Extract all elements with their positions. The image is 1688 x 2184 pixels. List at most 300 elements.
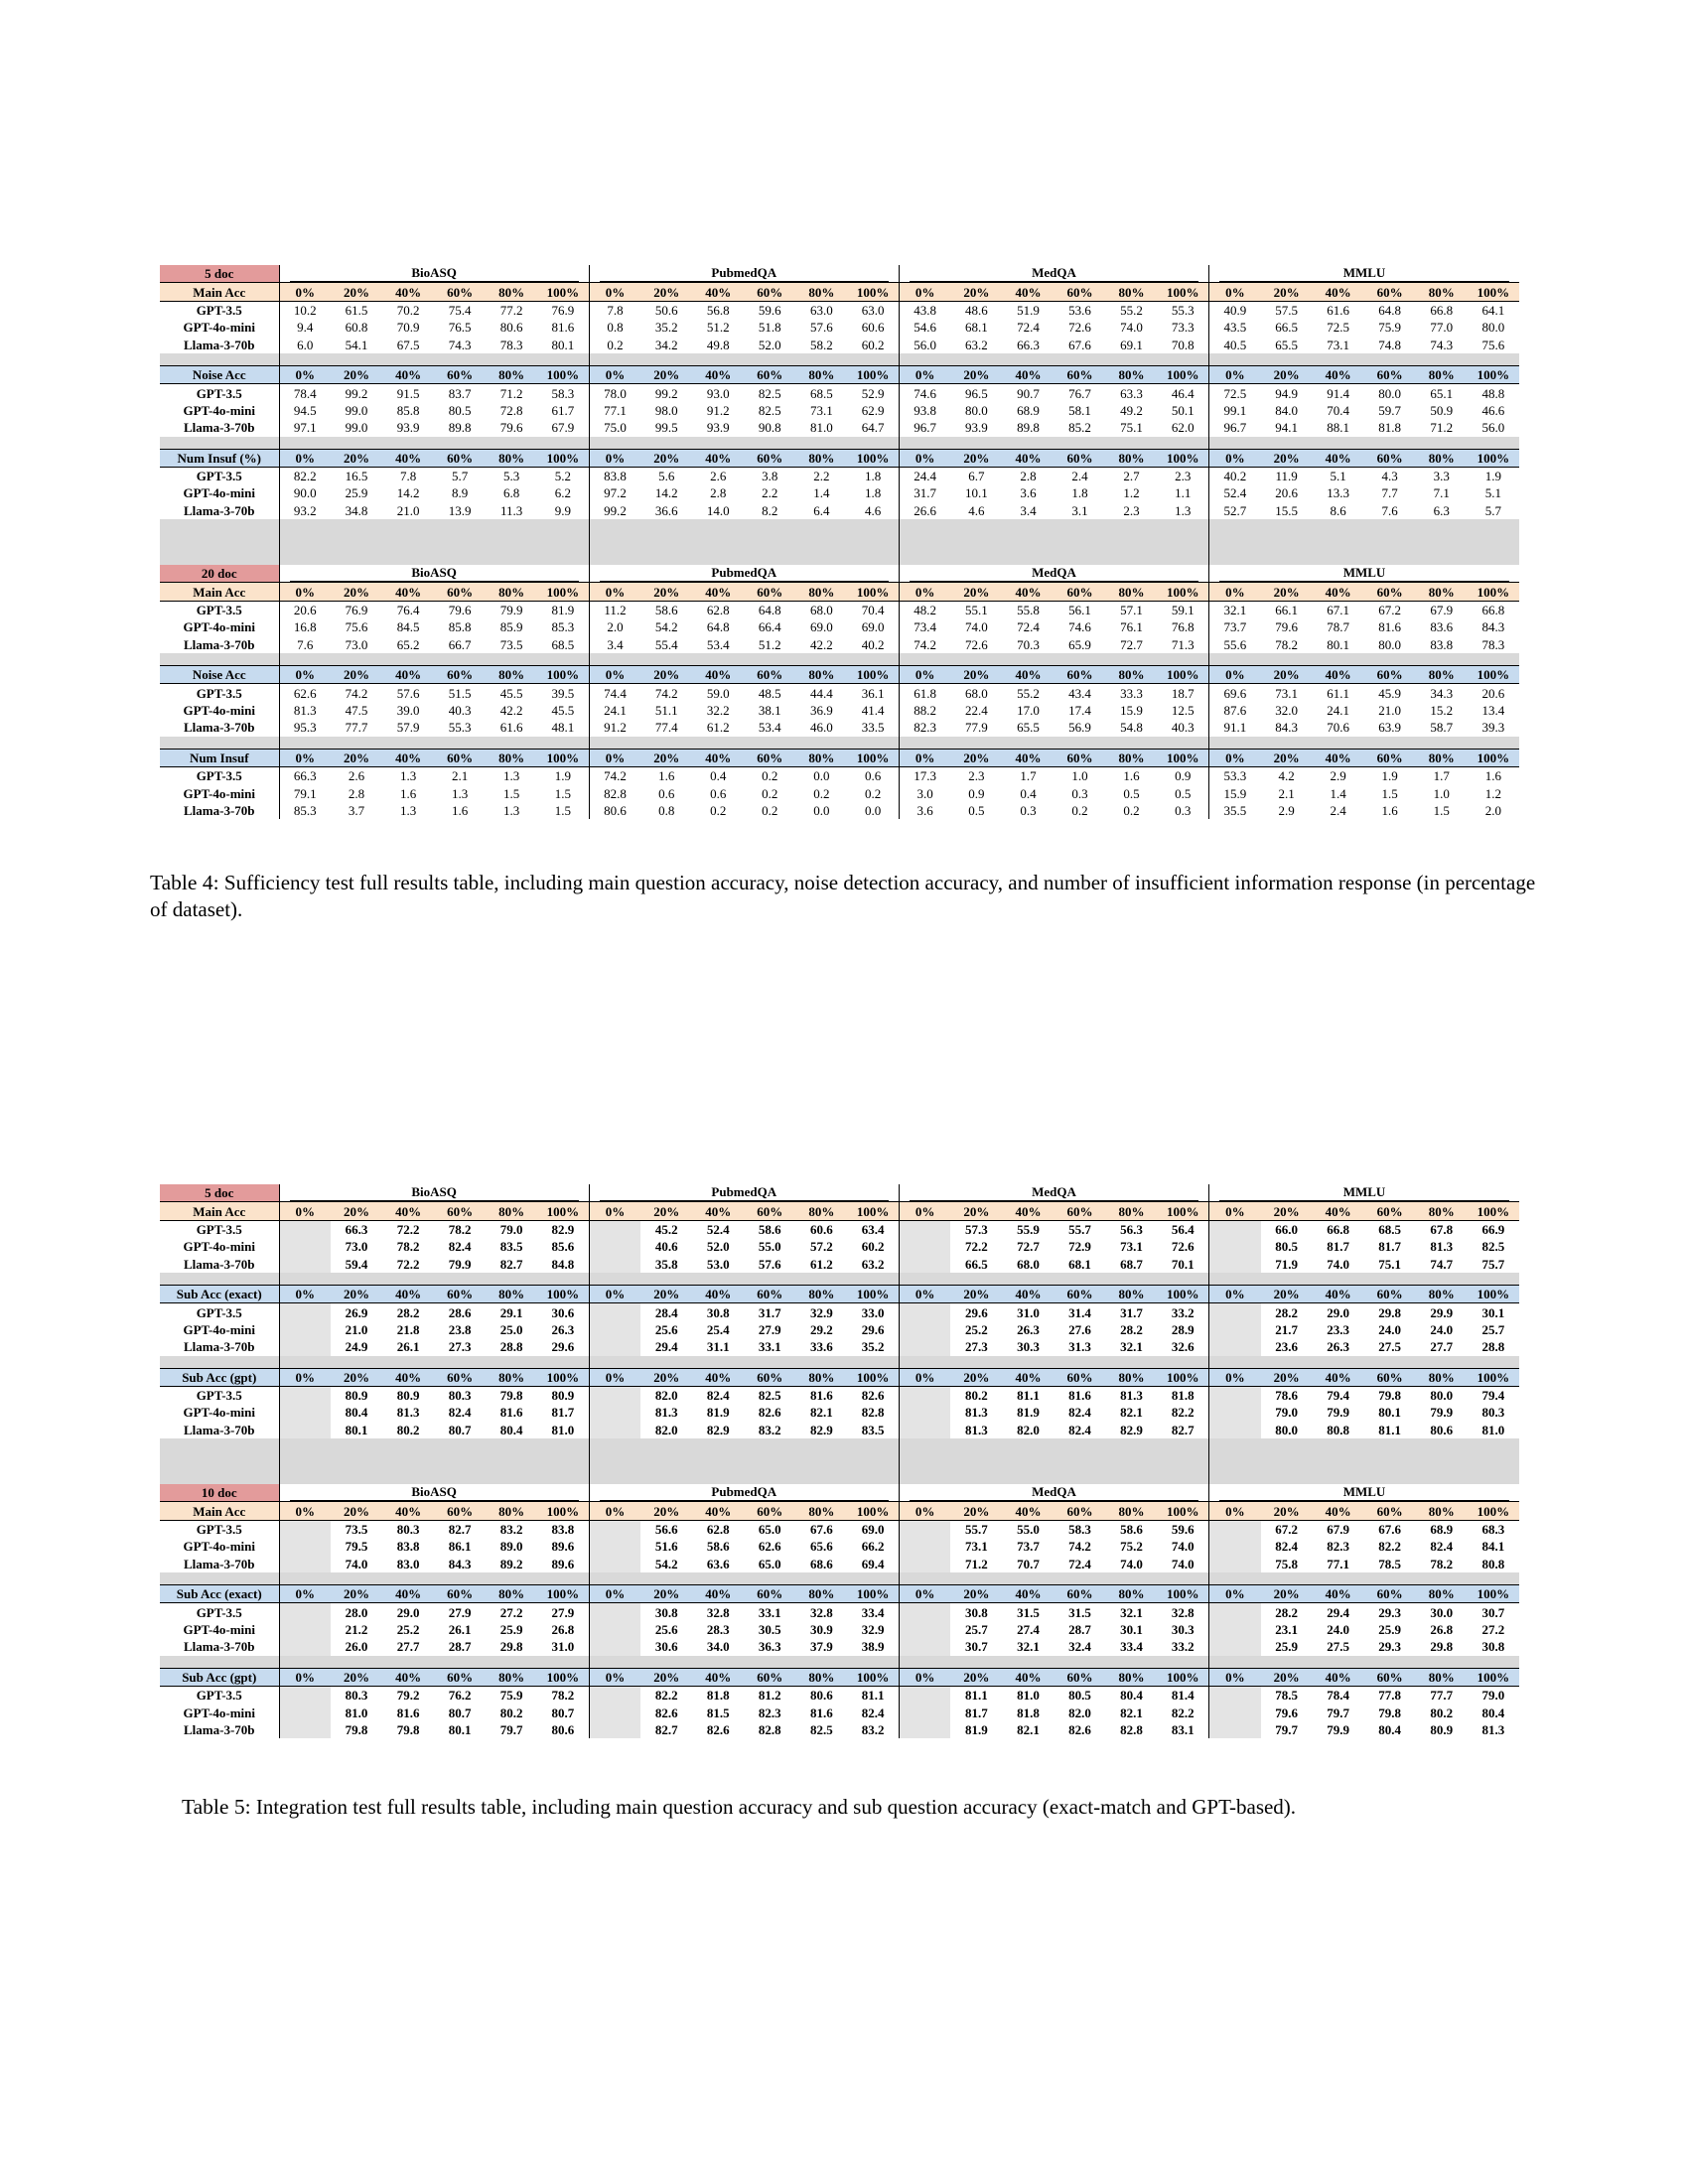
value-cell: 76.1 xyxy=(1120,619,1143,635)
value-cell: 26.6 xyxy=(899,502,950,519)
value-cell: 80.9 xyxy=(551,1388,575,1404)
value-cell xyxy=(1209,1721,1261,1738)
value-cell: 82.8 xyxy=(758,1721,781,1737)
value-cell: 82.5 xyxy=(1481,1239,1505,1255)
value-cell xyxy=(899,1321,950,1338)
value-cell: 81.0 xyxy=(345,1705,368,1720)
value-cell: 29.8 xyxy=(1378,1304,1402,1320)
percent-header: 40% xyxy=(692,365,744,383)
percent-header: 80% xyxy=(795,1668,847,1686)
percent-header: 20% xyxy=(950,1202,1002,1220)
value-cell: 46.6 xyxy=(1481,402,1505,418)
value-cell: 73.1 xyxy=(809,402,833,418)
value-cell: 81.5 xyxy=(706,1705,730,1720)
value-cell: 25.6 xyxy=(654,1622,678,1637)
percent-header: 0% xyxy=(1209,1585,1261,1603)
value-cell: 81.3 xyxy=(1430,1239,1454,1255)
block-spacer xyxy=(160,1438,1519,1484)
value-cell: 1.1 xyxy=(1175,485,1192,501)
percent-header: 0% xyxy=(589,1502,640,1520)
value-cell: 51.2 xyxy=(706,320,730,336)
spacer-cell xyxy=(279,1656,589,1669)
value-cell: 1.0 xyxy=(1433,785,1450,801)
percent-header: 0% xyxy=(1209,1368,1261,1386)
value-cell: 6.3 xyxy=(1433,502,1450,518)
percent-header: 40% xyxy=(382,283,434,301)
value-cell: 76.4 xyxy=(396,603,420,618)
value-cell: 1.8 xyxy=(1071,485,1088,501)
value-cell: 67.6 xyxy=(1068,337,1091,352)
percent-header: 100% xyxy=(1468,365,1519,383)
dataset-header xyxy=(589,265,899,283)
value-cell: 78.3 xyxy=(499,337,523,352)
value-cell: 8.9 xyxy=(451,485,469,501)
value-cell: 80.5 xyxy=(1275,1239,1298,1255)
value-cell: 0.5 xyxy=(1175,785,1192,801)
percent-header: 80% xyxy=(486,449,537,467)
value-cell xyxy=(279,1556,331,1572)
value-cell: 54.2 xyxy=(654,619,678,635)
dataset-header xyxy=(899,1184,1208,1202)
percent-header: 80% xyxy=(1416,749,1468,766)
percent-header: 20% xyxy=(950,1585,1002,1603)
percent-header: 40% xyxy=(382,1585,434,1603)
dataset-header xyxy=(1209,1484,1519,1502)
value-cell: 54.8 xyxy=(1120,720,1143,736)
value-cell xyxy=(1209,1386,1261,1404)
value-cell: 32.1 xyxy=(1017,1639,1040,1655)
value-cell: 40.9 xyxy=(1209,301,1261,319)
percent-header: 100% xyxy=(847,1285,899,1302)
percent-header: 80% xyxy=(1106,749,1158,766)
value-cell: 33.0 xyxy=(861,1304,885,1320)
model-row xyxy=(160,1321,1519,1338)
value-cell xyxy=(279,1603,331,1621)
value-cell: 77.8 xyxy=(1378,1688,1402,1704)
value-cell: 82.4 xyxy=(1275,1539,1298,1555)
value-cell: 73.7 xyxy=(1017,1539,1040,1555)
value-cell: 28.2 xyxy=(1275,1604,1298,1620)
value-cell: 1.0 xyxy=(1071,768,1088,784)
percent-header: 100% xyxy=(537,666,589,684)
value-cell: 30.6 xyxy=(551,1304,575,1320)
value-cell: 57.6 xyxy=(758,1256,781,1272)
metric-label: Main Acc xyxy=(160,283,279,301)
value-cell xyxy=(899,1338,950,1355)
dataset-header-line: MedQA xyxy=(910,265,1198,282)
percent-header: 80% xyxy=(795,1502,847,1520)
value-cell: 72.9 xyxy=(1068,1239,1091,1255)
model-name: Llama-3-70b xyxy=(184,1556,255,1571)
value-cell xyxy=(589,1520,640,1538)
model-name: GPT-4o-mini xyxy=(183,485,255,501)
value-cell: 85.6 xyxy=(551,1239,575,1255)
value-cell: 0.2 xyxy=(1071,802,1088,818)
value-cell xyxy=(899,1721,950,1738)
value-cell: 58.1 xyxy=(1068,402,1091,418)
value-cell: 85.3 xyxy=(279,802,331,819)
dataset-header-line: MMLU xyxy=(1219,1184,1509,1201)
percent-header: 60% xyxy=(1364,365,1416,383)
percent-header: 80% xyxy=(1416,1668,1468,1686)
value-cell: 80.2 xyxy=(965,1388,988,1404)
value-cell: 82.2 xyxy=(1171,1405,1195,1421)
value-cell: 80.1 xyxy=(448,1721,472,1737)
spacer-cell xyxy=(279,1572,589,1585)
value-cell: 80.7 xyxy=(448,1422,472,1437)
percent-header: 40% xyxy=(382,1502,434,1520)
value-cell xyxy=(899,1686,950,1704)
value-cell: 32.6 xyxy=(1171,1339,1195,1355)
value-cell: 20.6 xyxy=(1481,685,1505,701)
value-cell: 55.2 xyxy=(1120,302,1143,318)
percent-header: 0% xyxy=(589,1368,640,1386)
value-cell: 42.2 xyxy=(809,636,833,652)
value-cell: 1.3 xyxy=(451,785,469,801)
value-cell: 2.3 xyxy=(1123,502,1140,518)
value-cell: 51.5 xyxy=(448,685,472,701)
value-cell: 55.2 xyxy=(1017,685,1040,701)
value-cell xyxy=(279,1404,331,1421)
section-spacer xyxy=(160,1273,1519,1286)
value-cell: 81.4 xyxy=(1171,1688,1195,1704)
table4-caption-label: Table 4: xyxy=(150,871,219,894)
value-cell: 82.8 xyxy=(861,1405,885,1421)
value-cell xyxy=(279,1520,331,1538)
model-row xyxy=(160,1220,1519,1238)
value-cell: 88.2 xyxy=(899,702,950,719)
percent-header: 100% xyxy=(1158,1585,1209,1603)
value-cell: 21.0 xyxy=(396,502,420,518)
value-cell: 53.0 xyxy=(706,1256,730,1272)
value-cell: 72.7 xyxy=(1017,1239,1040,1255)
value-cell: 5.7 xyxy=(1484,502,1501,518)
value-cell: 1.6 xyxy=(451,802,469,818)
value-cell: 1.2 xyxy=(1123,485,1140,501)
spacer-cell xyxy=(1209,519,1519,565)
value-cell: 2.0 xyxy=(1484,802,1501,818)
model-row xyxy=(160,636,1519,653)
value-cell: 79.4 xyxy=(1327,1388,1350,1404)
value-cell xyxy=(899,1303,950,1321)
percent-header: 20% xyxy=(950,1668,1002,1686)
value-cell: 78.2 xyxy=(1430,1556,1454,1571)
value-cell: 52.4 xyxy=(1209,484,1261,501)
value-cell: 0.2 xyxy=(1123,802,1140,818)
value-cell: 81.3 xyxy=(396,1405,420,1421)
percent-header: 100% xyxy=(1468,1668,1519,1686)
percent-header: 100% xyxy=(1158,583,1209,601)
value-cell: 85.9 xyxy=(499,619,523,635)
value-cell: 1.3 xyxy=(503,802,520,818)
value-cell: 80.0 xyxy=(1481,320,1505,336)
model-row xyxy=(160,1621,1519,1638)
value-cell: 28.7 xyxy=(448,1639,472,1655)
value-cell: 17.4 xyxy=(1068,703,1091,718)
value-cell: 74.0 xyxy=(1171,1556,1195,1571)
value-cell xyxy=(589,1638,640,1655)
value-cell: 43.5 xyxy=(1209,319,1261,336)
percent-header: 80% xyxy=(486,1502,537,1520)
value-cell: 78.4 xyxy=(1327,1688,1350,1704)
value-cell: 69.6 xyxy=(1209,684,1261,702)
percent-header: 20% xyxy=(950,749,1002,766)
dataset-header-line: MMLU xyxy=(1219,1484,1509,1501)
value-cell: 59.1 xyxy=(1171,603,1195,618)
percent-header: 0% xyxy=(899,1585,950,1603)
value-cell: 25.9 xyxy=(1275,1639,1298,1655)
value-cell: 65.2 xyxy=(396,636,420,652)
value-cell: 0.2 xyxy=(710,802,727,818)
model-row xyxy=(160,802,1519,819)
percent-header: 100% xyxy=(1468,1368,1519,1386)
percent-header: 40% xyxy=(692,1202,744,1220)
value-cell: 71.3 xyxy=(1171,636,1195,652)
percent-header: 60% xyxy=(434,1202,486,1220)
model-row xyxy=(160,684,1519,702)
value-cell: 80.5 xyxy=(448,402,472,418)
value-cell: 0.5 xyxy=(968,802,985,818)
value-cell: 67.8 xyxy=(1430,1221,1454,1237)
value-cell: 3.8 xyxy=(762,469,778,484)
value-cell: 47.5 xyxy=(345,703,368,718)
value-cell: 74.2 xyxy=(1068,1539,1091,1555)
value-cell: 30.6 xyxy=(654,1639,678,1655)
value-cell: 33.2 xyxy=(1171,1639,1195,1655)
value-cell: 74.4 xyxy=(589,684,640,702)
value-cell: 71.2 xyxy=(1430,420,1454,436)
value-cell: 30.1 xyxy=(1481,1304,1505,1320)
spacer-cell xyxy=(1209,1356,1519,1369)
value-cell xyxy=(279,1621,331,1638)
value-cell: 76.2 xyxy=(448,1688,472,1704)
value-cell: 79.9 xyxy=(499,603,523,618)
value-cell: 30.8 xyxy=(1481,1639,1505,1655)
value-cell: 29.4 xyxy=(654,1339,678,1355)
value-cell: 68.7 xyxy=(1120,1256,1143,1272)
value-cell: 17.0 xyxy=(1017,703,1040,718)
percent-header: 0% xyxy=(589,365,640,383)
value-cell: 28.2 xyxy=(1275,1304,1298,1320)
value-cell: 1.3 xyxy=(1175,502,1192,518)
value-cell: 83.6 xyxy=(1430,619,1454,635)
percent-header: 20% xyxy=(331,1285,382,1302)
value-cell xyxy=(589,1338,640,1355)
spacer-cell xyxy=(899,1572,1208,1585)
value-cell: 55.7 xyxy=(1068,1221,1091,1237)
value-cell: 81.7 xyxy=(551,1405,575,1421)
value-cell: 99.0 xyxy=(345,420,368,436)
value-cell: 0.4 xyxy=(1020,785,1037,801)
value-cell: 45.5 xyxy=(499,685,523,701)
value-cell: 52.9 xyxy=(861,385,885,401)
value-cell: 73.1 xyxy=(1120,1239,1143,1255)
value-cell: 74.7 xyxy=(1430,1256,1454,1272)
percent-header: 40% xyxy=(1002,1502,1054,1520)
value-cell: 80.6 xyxy=(499,320,523,336)
value-cell: 6.0 xyxy=(279,337,331,353)
value-cell: 83.2 xyxy=(861,1721,885,1737)
value-cell: 29.0 xyxy=(1327,1304,1350,1320)
spacer-cell xyxy=(899,1656,1208,1669)
spacer-cell xyxy=(899,653,1208,666)
spacer-cell xyxy=(1209,1656,1519,1669)
percent-header: 20% xyxy=(640,1668,692,1686)
value-cell: 81.9 xyxy=(706,1405,730,1421)
section-spacer xyxy=(160,437,1519,450)
value-cell: 33.1 xyxy=(758,1339,781,1355)
value-cell: 82.3 xyxy=(758,1705,781,1720)
percent-header: 80% xyxy=(1106,283,1158,301)
value-cell: 5.6 xyxy=(658,469,675,484)
spacer-cell xyxy=(589,1356,899,1369)
spacer-cell xyxy=(899,1438,1208,1484)
value-cell: 79.6 xyxy=(1275,619,1298,635)
model-row xyxy=(160,1520,1519,1538)
value-cell xyxy=(589,1538,640,1555)
value-cell: 81.8 xyxy=(706,1688,730,1704)
value-cell: 99.2 xyxy=(345,385,368,401)
percent-header: 0% xyxy=(589,283,640,301)
value-cell: 97.1 xyxy=(279,419,331,436)
value-cell: 75.4 xyxy=(448,302,472,318)
model-row xyxy=(160,1256,1519,1273)
model-row xyxy=(160,484,1519,501)
value-cell: 66.7 xyxy=(448,636,472,652)
spacer-cell xyxy=(1209,437,1519,450)
percent-header: 20% xyxy=(1261,1368,1313,1386)
value-cell: 81.8 xyxy=(1378,420,1402,436)
percent-header: 0% xyxy=(589,1668,640,1686)
value-cell xyxy=(279,1303,331,1321)
percent-header: 0% xyxy=(279,666,331,684)
model-row xyxy=(160,1238,1519,1255)
value-cell: 94.5 xyxy=(279,402,331,419)
value-cell: 15.5 xyxy=(1275,502,1298,518)
value-cell: 81.1 xyxy=(1017,1388,1040,1404)
value-cell: 4.2 xyxy=(1278,768,1295,784)
spacer-cell xyxy=(160,519,279,565)
value-cell: 72.6 xyxy=(1068,320,1091,336)
value-cell: 84.3 xyxy=(1481,619,1505,635)
value-cell: 23.6 xyxy=(1275,1339,1298,1355)
value-cell xyxy=(899,1556,950,1572)
percent-header: 100% xyxy=(1468,1202,1519,1220)
value-cell xyxy=(899,1238,950,1255)
value-cell: 27.3 xyxy=(448,1339,472,1355)
percent-header: 60% xyxy=(744,1668,795,1686)
value-cell: 78.3 xyxy=(1481,636,1505,652)
percent-header: 40% xyxy=(1002,1585,1054,1603)
percent-header: 100% xyxy=(847,1502,899,1520)
value-cell: 74.2 xyxy=(589,766,640,784)
percent-header: 40% xyxy=(1313,583,1364,601)
percent-header: 0% xyxy=(1209,1502,1261,1520)
dataset-header xyxy=(589,565,899,583)
value-cell: 79.9 xyxy=(1327,1721,1350,1737)
value-cell: 56.3 xyxy=(1120,1221,1143,1237)
percent-header: 40% xyxy=(1313,1368,1364,1386)
model-name: Llama-3-70b xyxy=(184,1639,255,1655)
value-cell: 40.3 xyxy=(448,703,472,718)
spacer-cell xyxy=(1209,1273,1519,1286)
value-cell: 74.0 xyxy=(345,1556,368,1571)
value-cell: 48.2 xyxy=(899,601,950,618)
value-cell: 63.6 xyxy=(706,1556,730,1571)
value-cell: 76.9 xyxy=(551,302,575,318)
percent-header: 100% xyxy=(1468,283,1519,301)
value-cell: 80.4 xyxy=(1481,1705,1505,1720)
value-cell: 62.0 xyxy=(1171,420,1195,436)
percent-header: 60% xyxy=(1054,1285,1105,1302)
model-name: Llama-3-70b xyxy=(184,1339,255,1355)
model-name: GPT-3.5 xyxy=(196,685,242,701)
percent-header: 0% xyxy=(899,1668,950,1686)
value-cell: 70.6 xyxy=(1327,720,1350,736)
value-cell: 64.7 xyxy=(861,420,885,436)
value-cell: 7.1 xyxy=(1433,485,1450,501)
value-cell: 30.8 xyxy=(654,1604,678,1620)
value-cell: 1.7 xyxy=(1433,768,1450,784)
model-name: GPT-4o-mini xyxy=(183,1705,255,1720)
value-cell: 90.8 xyxy=(758,420,781,436)
value-cell: 81.3 xyxy=(654,1405,678,1421)
value-cell: 24.4 xyxy=(899,467,950,484)
percent-header: 20% xyxy=(331,1585,382,1603)
value-cell: 82.6 xyxy=(758,1405,781,1421)
value-cell: 73.1 xyxy=(1275,685,1298,701)
percent-header: 100% xyxy=(537,1202,589,1220)
value-cell: 38.1 xyxy=(758,703,781,718)
value-cell: 24.0 xyxy=(1378,1321,1402,1337)
percent-header: 60% xyxy=(744,1502,795,1520)
value-cell: 70.1 xyxy=(1171,1256,1195,1272)
value-cell: 85.2 xyxy=(1068,420,1091,436)
section-spacer xyxy=(160,737,1519,750)
value-cell: 83.8 xyxy=(1430,636,1454,652)
value-cell: 80.8 xyxy=(1327,1422,1350,1437)
model-row xyxy=(160,319,1519,336)
value-cell: 52.0 xyxy=(758,337,781,352)
percent-header: 40% xyxy=(382,1668,434,1686)
percent-header: 60% xyxy=(744,283,795,301)
value-cell: 3.6 xyxy=(899,802,950,819)
value-cell: 91.5 xyxy=(396,385,420,401)
value-cell xyxy=(279,1238,331,1255)
value-cell: 31.5 xyxy=(1068,1604,1091,1620)
value-cell: 93.0 xyxy=(706,385,730,401)
value-cell xyxy=(279,1321,331,1338)
value-cell xyxy=(1209,1638,1261,1655)
model-name: Llama-3-70b xyxy=(184,636,255,652)
value-cell: 82.8 xyxy=(589,784,640,801)
value-cell: 57.9 xyxy=(396,720,420,736)
value-cell: 27.7 xyxy=(1430,1339,1454,1355)
value-cell: 79.9 xyxy=(448,1256,472,1272)
percent-header: 80% xyxy=(1416,1502,1468,1520)
value-cell: 61.2 xyxy=(809,1256,833,1272)
value-cell: 33.3 xyxy=(1120,685,1143,701)
model-name: GPT-3.5 xyxy=(196,1221,242,1237)
percent-header: 100% xyxy=(537,1285,589,1302)
percent-header: 0% xyxy=(899,1202,950,1220)
value-cell: 80.4 xyxy=(1378,1721,1402,1737)
value-cell: 40.6 xyxy=(654,1239,678,1255)
spacer-cell xyxy=(899,1273,1208,1286)
value-cell: 33.4 xyxy=(861,1604,885,1620)
percent-header: 80% xyxy=(795,1202,847,1220)
value-cell: 55.6 xyxy=(1209,636,1261,653)
